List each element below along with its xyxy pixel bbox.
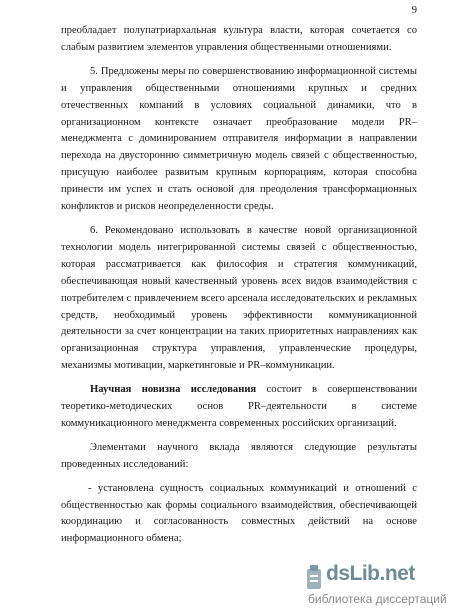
watermark-site-name: dsLib.net [326,562,415,585]
dslib-logo-icon [304,563,324,591]
paragraph-contribution-intro: Элементами научного вклада являются следующие результаты проведенных исследований: [61,441,417,470]
dslib-watermark [300,563,450,610]
paragraph-item-5: 5. Предложены меры по совершенствованию информационной системы и управления общественными отношениями крупных и средних отечественных компаний в условиях социальной динамики, что в организационном контексте означает преобразование модели PR–менеджмента с доминированием отправителя информации в направлении перехода на двусторонню симметричную модель связей с общественностью, присущую наиболее развитым крупным корпорациям, которая способна принести им успех и стать основой для преодоления трансформационных конфликтов и рисков неопределенности среды. [61,65,417,213]
paragraph-scientific-novelty [61,382,417,433]
novelty-text: состоит в совершенствовании теоретико-методических основ PR–деятельности в системе коммуникационного менеджмента современных российских организаций. [61,384,417,429]
paragraph-continuation: преобладает полупатриархальная культура власти, которая сочетается со слабым развитием элементов управления общественными отношениями. [61,25,417,53]
page-number: 9 [411,5,417,16]
paragraph-contribution-item: - установлена сущность социальных коммуникаций и отношений с общественностью как формы социального взаимодействия, обеспечивающей координацию и согласованность совместных действий на основе информационного обмена; [61,482,417,545]
paragraph-item-6: 6. Рекомендовано использовать в качестве новой организационной технологии модель интегрированной системы связей с общественностью, которая рассматривается как философия и стратегия коммуникаций, обеспечивающая новый качественный уровень всех видов взаимодействия с потребителем с привлечением всего арсенала исследовательских и рекламных средств, необходимый уровень эффективности коммуникационной деятельности за счет концентрации на таких приоритетных направлениях как организационная структура управления, управленческие процедуры, механизмы мотивации, маркетинговые и PR–коммуникации. [61,224,417,372]
document-body [61,23,417,548]
watermark-caption: библиотека диссертаций [308,592,447,606]
novelty-heading: Научная новизна исследования [90,384,257,396]
